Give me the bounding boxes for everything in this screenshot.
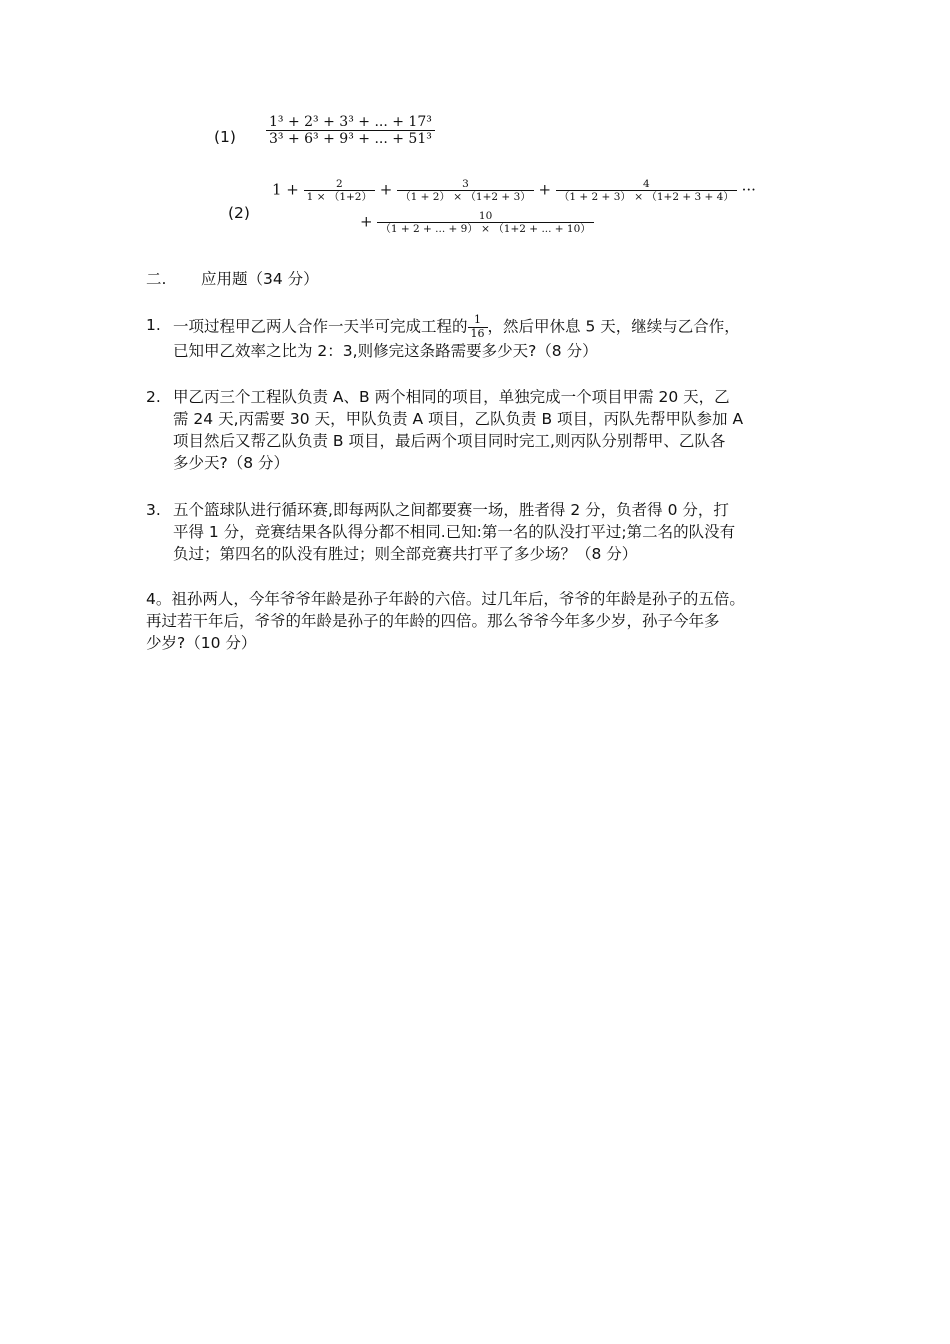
fraction <box>468 314 488 340</box>
plus-sign: + <box>360 212 373 231</box>
question-line: 多少天?（8 分） <box>173 454 290 472</box>
question-number: 3. <box>146 501 161 519</box>
fraction <box>377 210 593 235</box>
plus-sign: + <box>538 180 552 199</box>
denominator: （1 + 2） × （1+2 + 3） <box>400 191 531 204</box>
denominator: 1 × （1+2） <box>306 191 372 204</box>
question-line: 负过；第四名的队没有胜过；则全部竞赛共打平了多少场？（8 分） <box>173 545 638 563</box>
question-1 <box>146 314 740 362</box>
question-line: 已知甲乙效率之比为 2：3,则修完这条路需要多少天?（8 分） <box>173 342 598 361</box>
question-line <box>146 314 740 340</box>
question-line: 4。祖孙两人，今年爷爷年龄是孙子年龄的六倍。过几年后，爷爷的年龄是孙子的五倍。 <box>146 590 745 608</box>
fraction <box>304 178 375 203</box>
question-line: 五个篮球队进行循环赛,即每两队之间都要赛一场，胜者得 2 分，负者得 0 分，打 <box>173 501 729 519</box>
numerator: 2 <box>335 178 343 190</box>
calc-item-2-expression-line2 <box>360 210 594 235</box>
numerator: 1 <box>474 313 482 326</box>
numerator: 3 <box>462 178 469 190</box>
question-line: 项目然后又帮乙队负责 B 项目，最后两个项目同时完工,则丙队分别帮甲、乙队各 <box>173 432 726 450</box>
question-line: 再过若干年后，爷爷的年龄是孙子的年龄的四倍。那么爷爷今年多少岁，孙子今年多 <box>146 612 720 630</box>
question-line: 少岁?（10 分） <box>146 634 257 652</box>
question-line: 甲乙丙三个工程队负责 A、B 两个相同的项目，单独完成一个项目甲需 20 天，乙 <box>173 388 730 406</box>
question-number: 1. <box>146 316 161 334</box>
calc-item-1-label: (1) <box>214 128 236 146</box>
section-title: 应用题（34 分） <box>201 270 319 288</box>
fraction <box>266 114 435 147</box>
section-number: 二. <box>146 270 167 288</box>
numerator: 1³ + 2³ + 3³ + ... + 17³ <box>269 114 432 130</box>
plus-sign: + <box>379 180 393 199</box>
numerator: 10 <box>478 210 493 222</box>
fraction <box>397 178 534 203</box>
question-text: ，然后甲休息 5 天，继续与乙合作， <box>487 317 740 336</box>
denominator: 3³ + 6³ + 9³ + ... + 51³ <box>269 131 432 148</box>
denominator: （1 + 2 + 3） × （1+2 + 3 + 4） <box>558 191 734 204</box>
ellipsis: ··· <box>741 180 756 199</box>
numerator: 4 <box>643 178 650 190</box>
question-number: 2. <box>146 388 161 406</box>
question-line: 平得 1 分，竞赛结果各队得分都不相同.已知:第一名的队没打平过;第二名的队没有 <box>173 523 736 541</box>
calc-item-2-expression-line1 <box>272 178 756 203</box>
calc-item-1-expression <box>266 114 435 147</box>
question-text: 一项过程甲乙两人合作一天半可完成工程的 <box>173 317 468 336</box>
question-3 <box>146 499 735 565</box>
question-line: 需 24 天,丙需要 30 天，甲队负责 A 项目，乙队负责 B 项目，丙队先帮甲队参加 A <box>173 410 744 428</box>
denominator: 16 <box>470 326 485 340</box>
leading-term: 1 + <box>272 180 299 199</box>
calc-item-2-label: (2) <box>228 204 250 222</box>
question-2 <box>146 386 743 474</box>
fraction <box>556 178 737 203</box>
denominator: （1 + 2 + ... + 9） × （1+2 + ... + 10） <box>380 223 591 236</box>
question-4 <box>146 588 745 654</box>
